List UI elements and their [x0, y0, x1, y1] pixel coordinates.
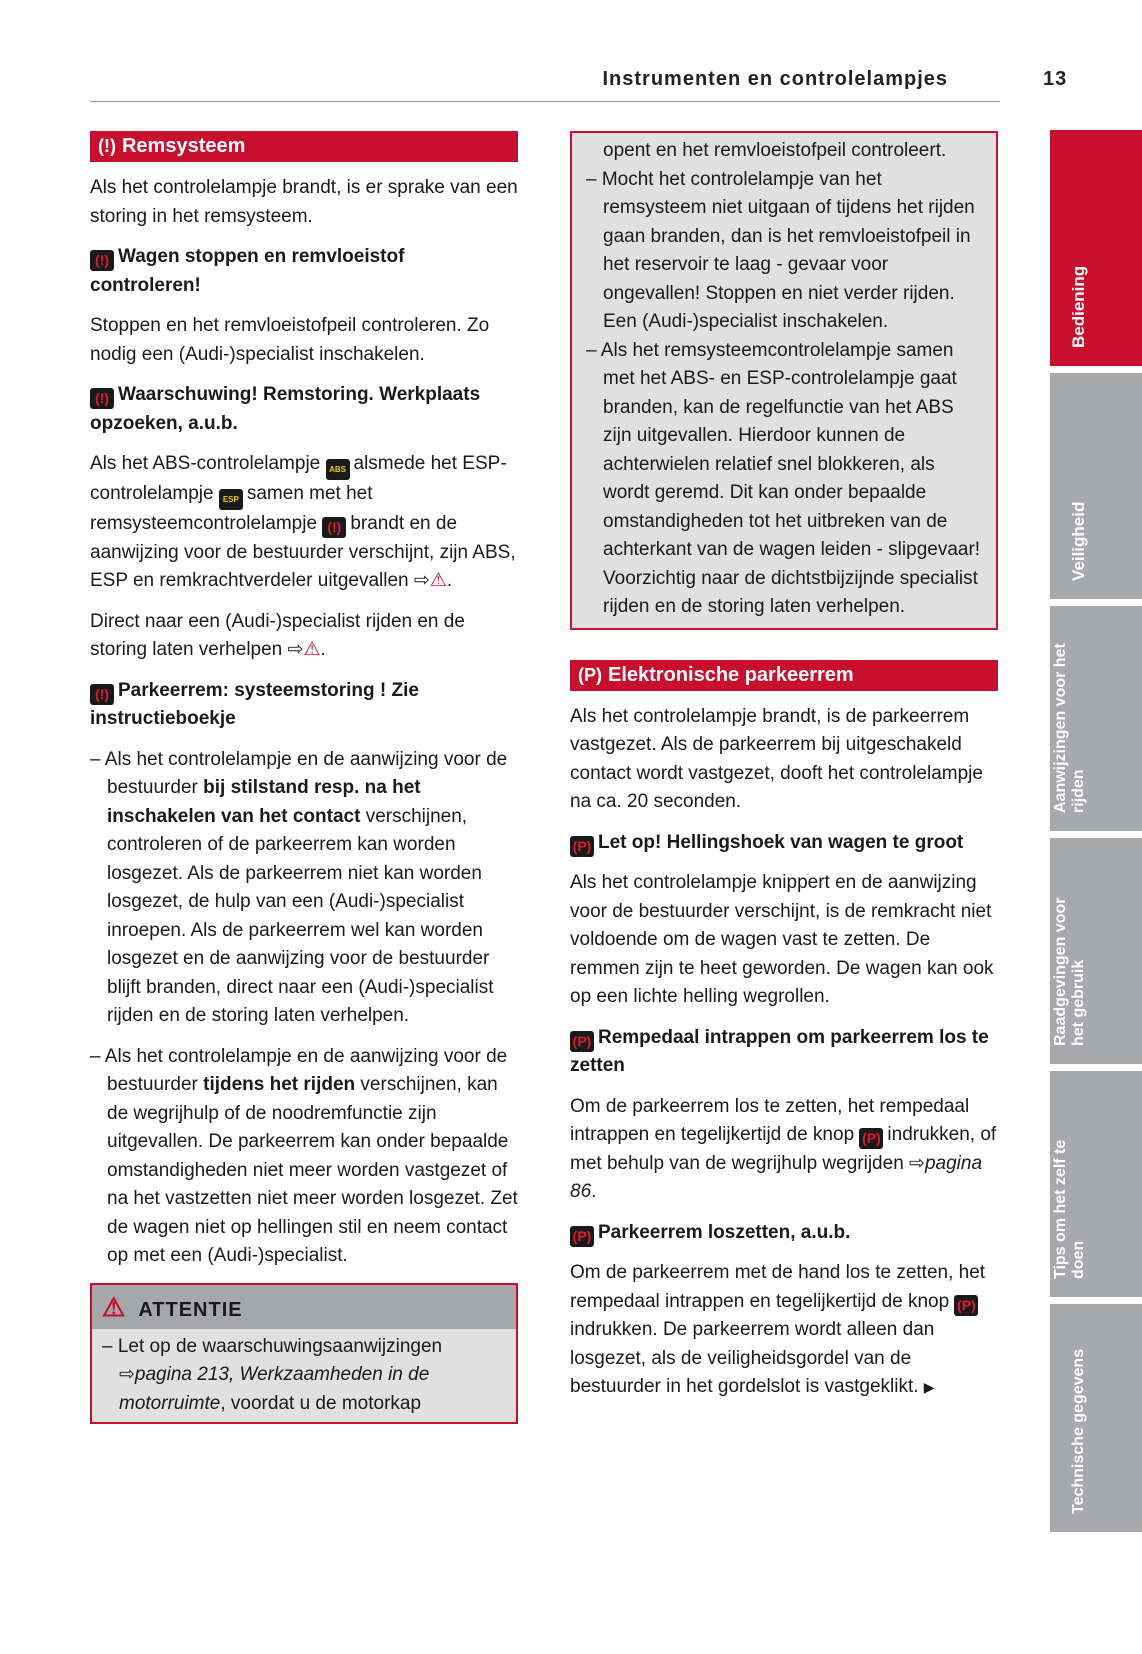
text: Om de parkeerrem los te zetten, het rempedaal intrappen en tegelijkertijd de knop	[570, 1095, 970, 1145]
paragraph	[570, 1259, 998, 1402]
message-heading	[570, 829, 998, 858]
tab-aanwijzingen[interactable]	[1050, 606, 1142, 831]
heading-text: Parkeerrem: systeemstoring ! Zie instructieboekje	[90, 679, 419, 729]
brake-lamp-icon: (!)	[90, 388, 114, 409]
text: – Let op de waarschuwingsaanwijzingen	[102, 1335, 443, 1357]
tab-raadgevingen[interactable]	[1050, 838, 1142, 1064]
esp-lamp-icon: ESP	[219, 489, 243, 510]
text: opent en het remvloeistofpeil controleert.	[603, 140, 947, 161]
text: verschijnen, kan de wegrijhulp of de noodremfunctie zijn uitgevallen. De parkeerrem kan onder bepaalde omstandigheden niet meer worden vastgezet of na het vastzetten niet meer worden losgezet. Zet de wagen niet op hellingen stil en neem contact op met een (Audi-)specialist.	[107, 1074, 518, 1266]
text: samen met het remsysteemcontrolelampje	[90, 483, 373, 534]
brake-lamp-icon: (!)	[90, 684, 114, 705]
tab-label: Bediening	[1069, 265, 1088, 348]
heading-text: Let op! Hellingshoek van wagen te groot	[598, 831, 964, 853]
continue-arrow-icon: ▶	[923, 1379, 935, 1395]
tab-label: Raadgevingen voor het gebruik	[1052, 897, 1087, 1046]
text-bold: bij stilstand resp. na het inschakelen van het contact	[107, 777, 421, 827]
parking-button-icon: (P)	[954, 1295, 978, 1316]
tab-label: Tips om het zelf te doen	[1052, 1139, 1087, 1279]
tab-tips[interactable]	[1050, 1071, 1142, 1297]
tab-label: Aanwijzingen voor het rijden	[1052, 643, 1087, 813]
text: Als het ABS-controlelampje	[90, 453, 321, 474]
section-title-parkeerrem	[570, 660, 998, 691]
arrow-icon: ⇨	[287, 639, 304, 660]
heading-text: Waarschuwing! Remstoring. Werkplaats opzoeken, a.u.b.	[90, 384, 481, 434]
parking-lamp-icon: (P)	[570, 1226, 594, 1247]
arrow-icon: ⇨	[413, 570, 430, 591]
text: alsmede het ESP-controlelampje	[90, 453, 507, 504]
text: , voordat u de motorkap	[220, 1392, 422, 1414]
parking-brake-icon: (P)	[578, 664, 602, 685]
section-title-text: Elektronische parkeerrem	[608, 663, 854, 686]
brake-warning-icon: (!)	[98, 136, 116, 156]
paragraph: Als het controlelampje knippert en de aanwijzing voor de bestuurder verschijnt, is de remkracht niet voldoende om de wagen vast te zetten. De remmen zijn te heet geworden. De wagen kan ook op een lichte helling wegrollen.	[570, 872, 994, 1007]
attentie-box-continued	[570, 131, 998, 630]
parking-lamp-icon: (P)	[570, 1031, 594, 1052]
parking-button-icon: (P)	[859, 1128, 883, 1149]
text: – Als het controlelampje en de aanwijzing voor de bestuurder	[90, 1045, 508, 1095]
abs-lamp-icon: ABS	[326, 459, 350, 480]
tab-bediening[interactable]	[1050, 130, 1142, 366]
left-column	[90, 131, 518, 1424]
list-item: – Als het remsysteemcontrolelampje samen met het ABS- en ESP-controlelampje gaat branden, kan de regelfunctie van het ABS zijn uitgevallen. Hierdoor kunnen de achterwielen relatief snel blokkeren, als wordt geremd. Dit kan onder bepaalde omstandigheden tot het uitbreken van de achterkant van de wagen leiden - slipgevaar! Voorzichtig naar de dichtstbijzijnde specialist rijden en de storing laten verhelpen.	[586, 339, 981, 617]
arrow-icon: ⇨	[909, 1152, 925, 1174]
list-item	[90, 746, 518, 1031]
list-item	[90, 1043, 518, 1271]
text-bold: tijdens het rijden	[203, 1074, 356, 1095]
message-heading	[90, 381, 518, 438]
paragraph: Stoppen en het remvloeistofpeil controleren. Zo nodig een (Audi-)specialist inschakelen.	[90, 315, 490, 365]
section-title-remsysteem	[90, 131, 518, 162]
text: – Als het controlelampje en de aanwijzing voor de bestuurder	[90, 748, 508, 798]
brake-lamp-icon: (!)	[90, 250, 114, 271]
header-rule	[90, 101, 1000, 102]
arrow-icon: ⇨	[119, 1364, 135, 1385]
warning-icon[interactable]: ⚠	[303, 639, 321, 660]
warning-icon[interactable]: ⚠	[429, 570, 447, 591]
right-column	[570, 131, 998, 1414]
paragraph: Als het ABS-controlelampje ABS alsmede het ESP-controlelampje ESP samen met het remsysteemcontrolelampje (!) brandt en de aanwijzing voor de bestuurder verschijnt, zijn ABS, ESP en remkrachtverdeler uitgevallen ⇨⚠.	[90, 453, 516, 591]
heading-text: Parkeerrem loszetten, a.u.b.	[598, 1221, 851, 1243]
message-heading	[90, 677, 518, 734]
section-title-text: Remsysteem	[121, 135, 246, 157]
heading-text: Wagen stoppen en remvloeistof controleren!	[90, 246, 405, 296]
tab-veiligheid[interactable]	[1050, 373, 1142, 599]
heading-text: Rempedaal intrappen om parkeerrem los te zetten	[570, 1026, 989, 1076]
attentie-header	[92, 1285, 516, 1329]
message-heading	[90, 243, 518, 300]
attentie-label: ATTENTIE	[138, 1298, 243, 1321]
paragraph: Om de parkeerrem los te zetten, het rempedaal intrappen en tegelijkertijd de knop (P) indrukken, of met behulp van de wegrijhulp wegrijden ⇨pagina 86.	[570, 1095, 997, 1202]
tab-label: Technische gegevens	[1070, 1348, 1087, 1514]
parking-lamp-icon: (P)	[570, 836, 594, 857]
warning-triangle-icon: ⚠	[102, 1291, 127, 1322]
brake-lamp-icon: (!)	[322, 517, 346, 538]
list-item	[92, 1329, 516, 1423]
text: indrukken. De parkeerrem wordt alleen dan losgezet, als de veiligheidsgordel van de bestuurder in het gordelslot is vastgeklikt.	[570, 1319, 935, 1397]
page-link[interactable]: pagina 213, Werkzaamheden in de motorruimte	[119, 1364, 430, 1414]
tab-technische-gegevens[interactable]	[1050, 1304, 1142, 1532]
page-number: 13	[1043, 68, 1068, 90]
text: indrukken, of met behulp van de wegrijhulp wegrijden	[570, 1124, 997, 1174]
running-header: Instrumenten en controlelampjes	[602, 68, 948, 90]
text: Direct naar een (Audi-)specialist rijden en de storing laten verhelpen	[90, 610, 465, 660]
message-heading	[570, 1024, 998, 1081]
message-heading	[570, 1219, 998, 1248]
intro-text: Als het controlelampje brandt, is de parkeerrem vastgezet. Als de parkeerrem bij uitgeschakeld contact wordt vastgezet, dooft het controlelampje na ca. 20 seconden.	[570, 705, 983, 812]
list-item: – Mocht het controlelampje van het remsysteem niet uitgaan of tijdens het rijden gaan branden, dan is het remvloeistofpeil in het reservoir te laag - gevaar voor ongevallen! Stoppen en niet verder rijden. Een (Audi-)specialist inschakelen.	[586, 168, 975, 332]
text: Om de parkeerrem met de hand los te zetten, het rempedaal intrappen en tegelijkertijd de knop	[570, 1262, 986, 1312]
tab-label: Veiligheid	[1069, 501, 1088, 581]
text: brandt en de aanwijzing voor de bestuurder verschijnt, zijn ABS, ESP en remkrachtverdeler uitgevallen	[90, 513, 516, 591]
attentie-box	[90, 1283, 518, 1425]
paragraph: Direct naar een (Audi-)specialist rijden en de storing laten verhelpen ⇨⚠.	[90, 610, 465, 660]
text: verschijnen, controleren of de parkeerrem kan worden losgezet. Als de parkeerrem niet kan worden losgezet, de hulp van een (Audi-)specialist inroepen. Als de parkeerrem wel kan worden losgezet en de aanwijzing voor de bestuurder blijft branden, direct naar een (Audi-)specialist rijden en de storing laten verhelpen.	[107, 805, 494, 1026]
intro-text: Als het controlelampje brandt, is er sprake van een storing in het remsysteem.	[90, 177, 518, 227]
page-link[interactable]: pagina 86	[570, 1152, 983, 1202]
